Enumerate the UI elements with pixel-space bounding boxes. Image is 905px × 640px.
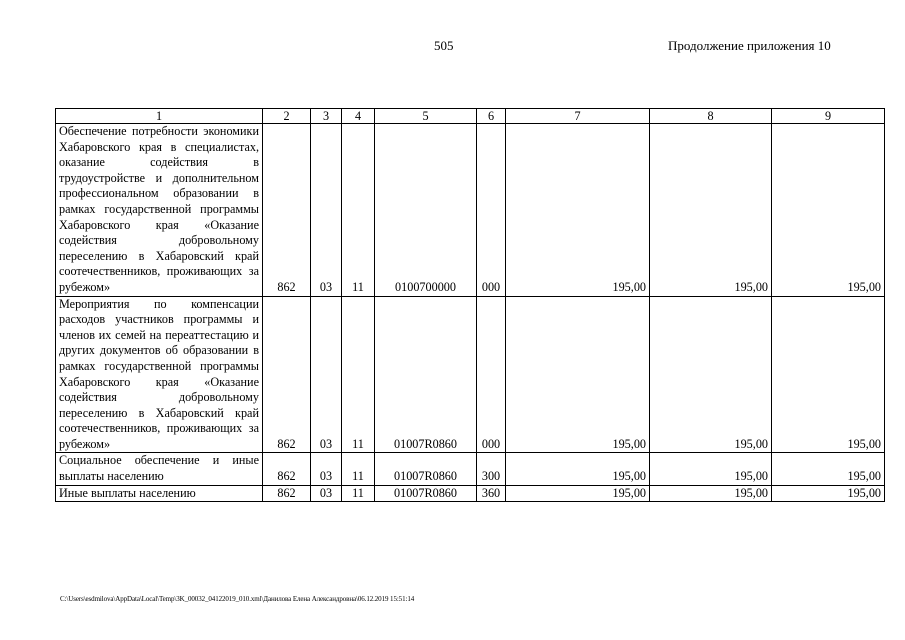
section-cell: 03: [311, 296, 342, 453]
amount-cell: 195,00: [772, 485, 885, 502]
ministry-code-cell: 862: [263, 296, 311, 453]
column-header: 8: [650, 109, 772, 124]
amount-cell: 195,00: [506, 124, 650, 297]
section-cell: 03: [311, 453, 342, 485]
column-header: 4: [342, 109, 375, 124]
ministry-code-cell: 862: [263, 485, 311, 502]
subsection-cell: 11: [342, 124, 375, 297]
amount-cell: 195,00: [650, 453, 772, 485]
amount-cell: 195,00: [772, 453, 885, 485]
amount-cell: 195,00: [650, 296, 772, 453]
amount-cell: 195,00: [506, 453, 650, 485]
column-header: 3: [311, 109, 342, 124]
footer-file-path: C:\Users\esdmilova\AppData\Local\Temp\3K_00032_04122019_010.xml\Данилова Елена Александровна\06.12.2019 15:51:14: [60, 595, 415, 603]
expense-type-cell: 000: [477, 296, 506, 453]
budget-table: [55, 108, 885, 502]
table-row: [56, 453, 885, 485]
table-row: [56, 296, 885, 453]
column-header: 2: [263, 109, 311, 124]
page-number: 505: [434, 38, 454, 53]
column-header: 5: [375, 109, 477, 124]
table-row: [56, 485, 885, 502]
target-article-cell: 0100700000: [375, 124, 477, 297]
target-article-cell: 01007R0860: [375, 453, 477, 485]
amount-cell: 195,00: [772, 296, 885, 453]
ministry-code-cell: 862: [263, 124, 311, 297]
subsection-cell: 11: [342, 485, 375, 502]
row-name-cell: Иные выплаты населению: [56, 485, 263, 502]
expense-type-cell: 360: [477, 485, 506, 502]
amount-cell: 195,00: [650, 124, 772, 297]
row-name-cell: Обеспечение потребности экономики Хабаровского края в специалистах, оказание содействия в трудоустройстве и дополнительном профессиональном образовании в рамках государственной программы Хабаровского края «Оказание содействия добровольному переселению в Хабаровский край соотечественников, проживающих за рубежом»: [56, 124, 263, 297]
expense-type-cell: 000: [477, 124, 506, 297]
subsection-cell: 11: [342, 296, 375, 453]
column-header: 6: [477, 109, 506, 124]
column-header: 1: [56, 109, 263, 124]
amount-cell: 195,00: [650, 485, 772, 502]
row-name-cell: Мероприятия по компенсации расходов участников программы и членов их семей на переаттестацию и других документов об образовании в рамках государственной программы Хабаровского края «Оказание содействия добровольному переселению в Хабаровский край соотечественников, проживающих за рубежом»: [56, 296, 263, 453]
section-cell: 03: [311, 124, 342, 297]
amount-cell: 195,00: [772, 124, 885, 297]
target-article-cell: 01007R0860: [375, 296, 477, 453]
table-header-row: [56, 109, 885, 124]
ministry-code-cell: 862: [263, 453, 311, 485]
subsection-cell: 11: [342, 453, 375, 485]
appendix-continuation-note: Продолжение приложения 10: [668, 38, 831, 53]
section-cell: 03: [311, 485, 342, 502]
table-row: [56, 124, 885, 297]
amount-cell: 195,00: [506, 296, 650, 453]
column-header: 7: [506, 109, 650, 124]
row-name-cell: Социальное обеспечение и иные выплаты населению: [56, 453, 263, 485]
target-article-cell: 01007R0860: [375, 485, 477, 502]
column-header: 9: [772, 109, 885, 124]
expense-type-cell: 300: [477, 453, 506, 485]
amount-cell: 195,00: [506, 485, 650, 502]
